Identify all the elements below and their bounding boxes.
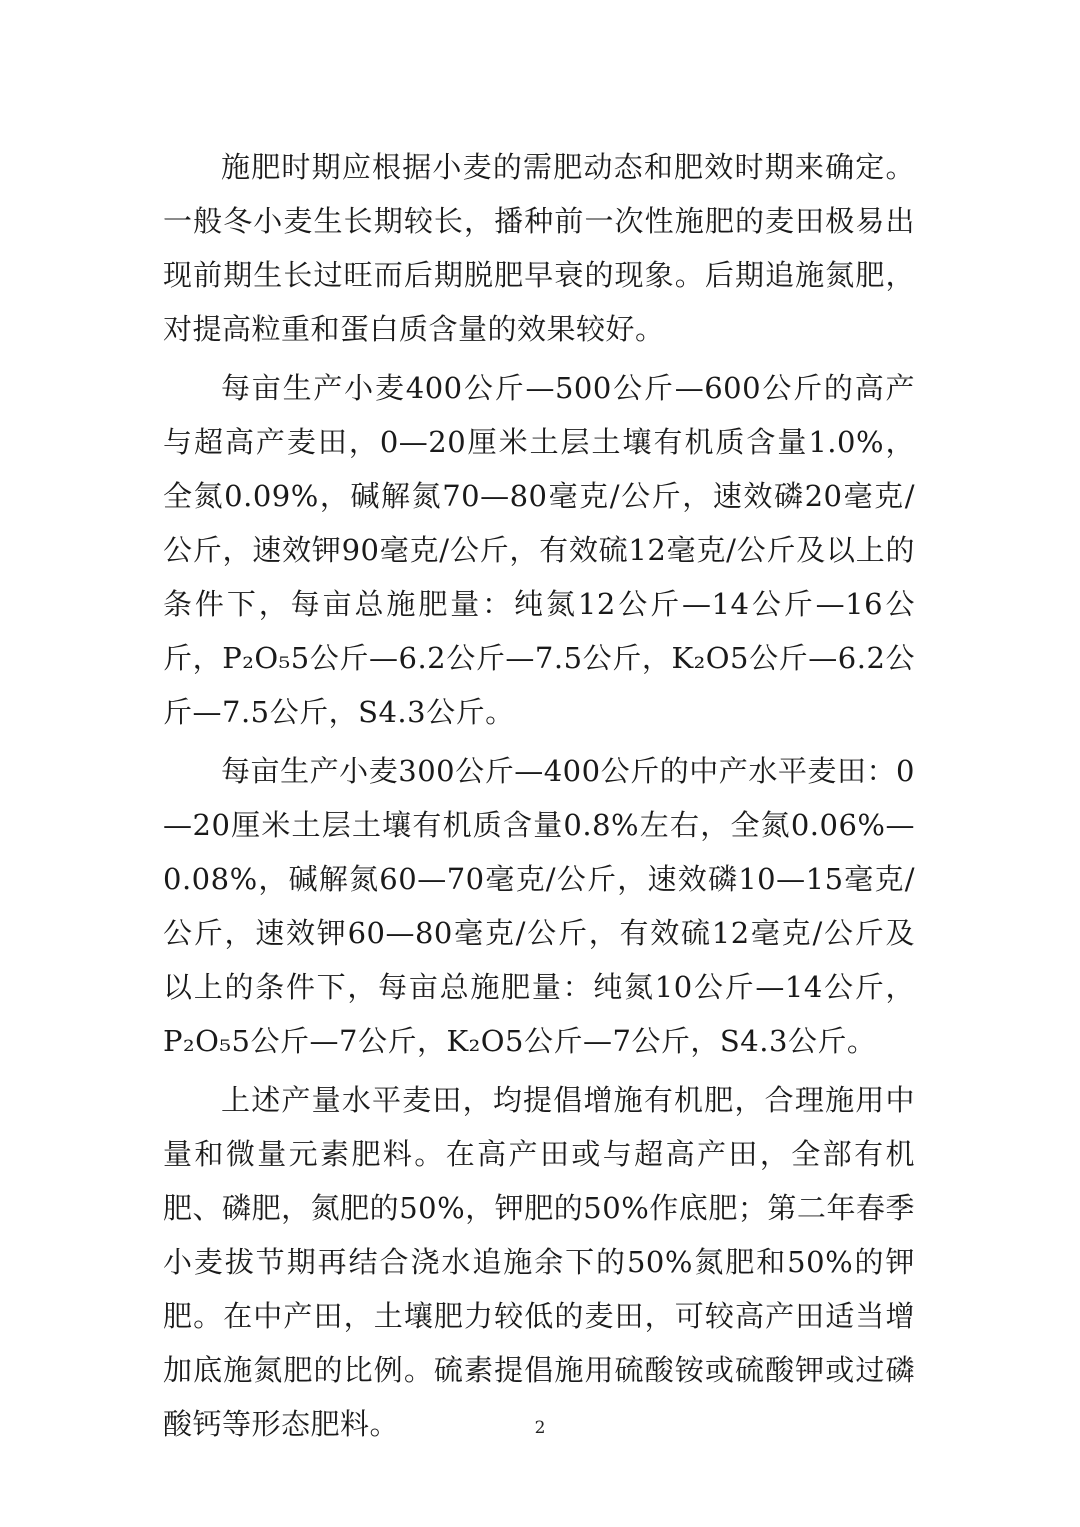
page-number: 2 [534,1418,546,1438]
paragraph-medium-yield-field: 每亩生产小麦300公斤—400公斤的中产水平麦田：0—20厘米土层土壤有机质含量0.8%左右，全氮0.06%—0.08%，碱解氮60—70毫克/公斤，速效磷10—15毫克/公斤，速效钾60—80毫克/公斤，有效硫12毫克/公斤及以上的条件下，每亩总施肥量：纯氮10公斤—14公斤，P₂O₅5公斤—7公斤，K₂O5公斤—7公斤，S4.3公斤。 [163,754,915,1058]
paragraph-fertilizer-application: 上述产量水平麦田，均提倡增施有机肥，合理施用中量和微量元素肥料。在高产田或与超高产田，全部有机肥、磷肥，氮肥的50%，钾肥的50%作底肥；第二年春季小麦拔节期再结合浇水追施余下的50%氮肥和50%的钾肥。在中产田，土壤肥力较低的麦田，可较高产田适当增加底施氮肥的比例。硫素提倡施用硫酸铵或硫酸钾或过磷酸钙等形态肥料。 [163,1083,915,1441]
document-body [163,140,915,1451]
paragraph-fertilization-timing: 施肥时期应根据小麦的需肥动态和肥效时期来确定。一般冬小麦生长期较长，播种前一次性施肥的麦田极易出现前期生长过旺而后期脱肥早衰的现象。后期追施氮肥，对提高粒重和蛋白质含量的效果较好。 [163,150,915,346]
paragraph-high-yield-field: 每亩生产小麦400公斤—500公斤—600公斤的高产与超高产麦田，0—20厘米土层土壤有机质含量1.0%，全氮0.09%，碱解氮70—80毫克/公斤，速效磷20毫克/公斤，速效钾90毫克/公斤，有效硫12毫克/公斤及以上的条件下，每亩总施肥量：纯氮12公斤—14公斤—16公斤，P₂O₅5公斤—6.2公斤—7.5公斤，K₂O5公斤—6.2公斤—7.5公斤，S4.3公斤。 [163,371,915,729]
